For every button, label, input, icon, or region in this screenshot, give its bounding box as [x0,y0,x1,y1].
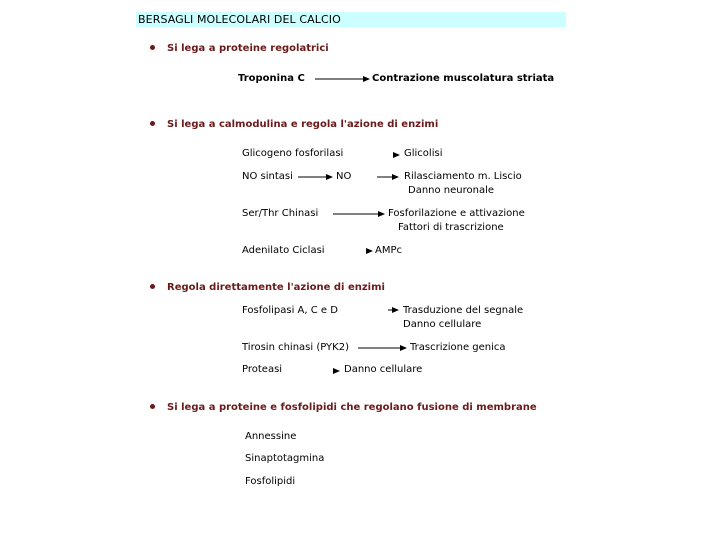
bullet-text: Regola direttamente l'azione di enzimi [167,282,385,293]
item-fosfolipidi: Fosfolipidi [245,476,296,487]
target-no-sintasi: NO sintasi [242,171,293,182]
target-proteasi: Proteasi [242,364,283,375]
effect-ampc: AMPc [375,245,402,256]
target-tirosin-chinasi: Tirosin chinasi (PYK2) [242,342,349,353]
bullet-calmodulina [150,119,438,131]
intermediate-no: NO [336,171,352,182]
effect-danno-neuronale: Danno neuronale [408,185,495,196]
page-title: BERSAGLI MOLECOLARI DEL CALCIO [138,13,341,26]
bullet-icon [150,45,155,50]
item-annessine: Annessine [245,431,297,442]
effect-contrazione: Contrazione muscolatura striata [372,73,555,84]
bullet-icon [150,404,155,409]
bullet-text: Si lega a calmodulina e regola l'azione di enzimi [167,119,439,130]
effect-glicolisi: Glicolisi [404,148,443,159]
effect-rilasciamento: Rilasciamento m. Liscio [404,171,522,182]
effect-trascrizione-genica: Trascrizione genica [410,342,506,353]
target-glicogeno-fosforilasi: Glicogeno fosforilasi [242,148,344,159]
effect-danno-cellulare-1: Danno cellulare [403,319,482,330]
target-adenilato-ciclasi: Adenilato Ciclasi [242,245,325,256]
target-ser-thr-chinasi: Ser/Thr Chinasi [242,208,319,219]
target-troponina-c: Troponina C [238,73,305,84]
effect-trasduzione: Trasduzione del segnale [403,305,524,316]
bullet-text: Si lega a proteine e fosfolipidi che regolano fusione di membrane [167,402,537,413]
effect-danno-cellulare-2: Danno cellulare [344,364,423,375]
bullet-text: Si lega a proteine regolatrici [167,43,329,54]
bullet-icon [150,284,155,289]
effect-fosforilazione: Fosforilazione e attivazione [388,208,525,219]
effect-fattori-trascrizione: Fattori di trascrizione [398,222,504,233]
target-fosfolipasi: Fosfolipasi A, C e D [242,305,338,316]
bullet-enzimi-diretti [150,282,385,294]
bullet-fusione-membrane [150,402,537,414]
bullet-icon [150,121,155,126]
bullet-regulatory-proteins [150,43,329,55]
item-sinaptotagmina: Sinaptotagmina [245,453,325,464]
